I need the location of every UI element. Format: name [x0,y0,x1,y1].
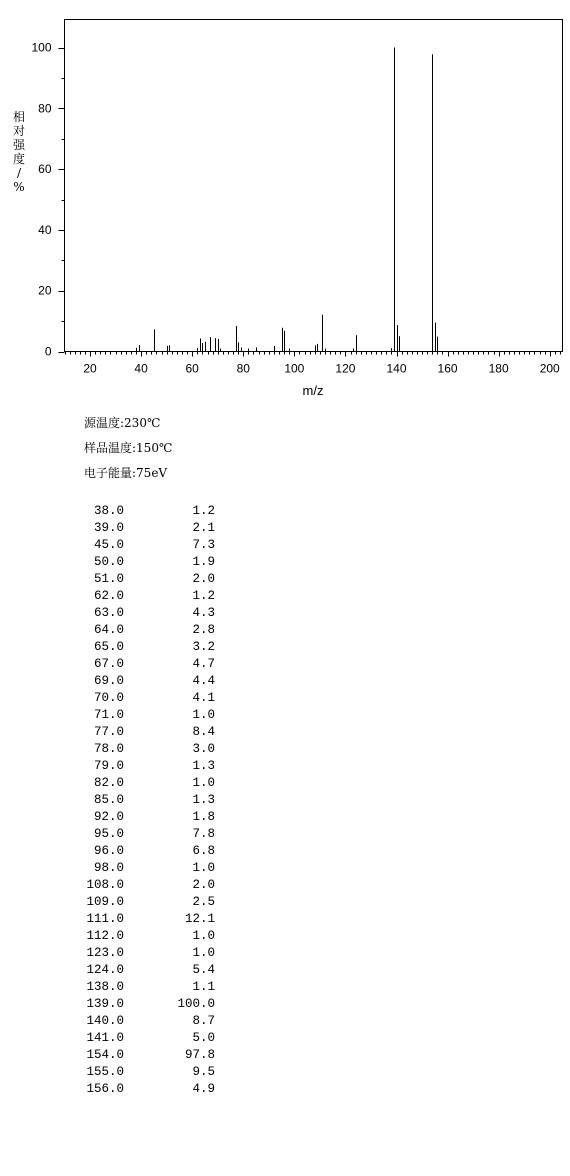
electron-energy: 电子能量:75eV [84,466,168,480]
x-tick-label: 60 [185,361,199,376]
intensity-value: 2.5 [192,895,215,909]
x-tick-label: 100 [284,361,305,376]
mz-value: 139.0 [86,997,124,1011]
y-axis-label-char: / [16,166,22,180]
mz-value: 67.0 [93,657,124,671]
mz-value: 96.0 [93,844,124,858]
mz-value: 69.0 [93,674,124,688]
intensity-value: 1.0 [192,708,215,722]
mz-value: 64.0 [93,623,124,637]
x-tick-label: 20 [83,361,97,376]
intensity-value: 8.4 [192,725,215,739]
x-axis-label: m/z [302,383,324,398]
x-tick-label: 200 [539,361,560,376]
intensity-value: 3.2 [192,640,215,654]
mz-value: 78.0 [93,742,124,756]
mz-value: 38.0 [93,504,124,518]
mz-value: 95.0 [93,827,124,841]
x-tick-label: 40 [134,361,148,376]
y-axis-label-char: 强 [12,138,26,152]
mz-value: 45.0 [93,538,124,552]
x-tick-label: 80 [236,361,250,376]
intensity-value: 6.8 [192,844,215,858]
mz-value: 92.0 [93,810,124,824]
intensity-value: 100.0 [177,997,215,1011]
sample-temperature: 样品温度:150℃ [84,441,173,455]
mz-value: 79.0 [93,759,124,773]
y-axis-label-char: % [13,180,25,194]
mz-value: 77.0 [93,725,124,739]
x-tick-label: 120 [335,361,356,376]
mz-value: 82.0 [93,776,124,790]
mz-value: 124.0 [86,963,124,977]
mz-value: 155.0 [86,1065,124,1079]
mz-value: 63.0 [93,606,124,620]
y-tick-label: 40 [38,222,52,237]
intensity-value: 1.3 [192,759,215,773]
intensity-value: 9.5 [192,1065,215,1079]
intensity-value: 1.0 [192,861,215,875]
intensity-value: 1.2 [192,504,215,518]
intensity-value: 12.1 [184,912,215,926]
mz-value: 154.0 [86,1048,124,1062]
x-tick-label: 180 [488,361,509,376]
mz-value: 85.0 [93,793,124,807]
intensity-value: 2.8 [192,623,215,637]
peak-bars [137,48,438,352]
intensity-value: 2.0 [192,572,215,586]
intensity-value: 4.3 [192,606,215,620]
mz-value: 111.0 [86,912,124,926]
mz-value: 51.0 [93,572,124,586]
y-axis [31,41,64,359]
mz-value: 70.0 [93,691,124,705]
x-axis [66,352,561,376]
intensity-value: 7.3 [192,538,215,552]
mz-value: 140.0 [86,1014,124,1028]
intensity-value: 7.8 [192,827,215,841]
mz-value: 65.0 [93,640,124,654]
y-axis-label [13,109,26,194]
intensity-value: 1.0 [192,929,215,943]
intensity-value: 1.3 [192,793,215,807]
mz-value: 123.0 [86,946,124,960]
intensity-value: 1.0 [192,946,215,960]
mz-value: 156.0 [86,1082,124,1096]
intensity-value: 8.7 [192,1014,215,1028]
x-tick-label: 140 [386,361,407,376]
mz-value: 98.0 [93,861,124,875]
y-axis-label-char: 对 [12,124,26,138]
mass-spectrum-chart [0,0,570,400]
intensity-value: 1.0 [192,776,215,790]
intensity-value: 2.1 [192,521,215,535]
y-axis-label-char: 度 [12,152,26,166]
mz-value: 109.0 [86,895,124,909]
intensity-value: 4.7 [192,657,215,671]
y-tick-label: 0 [44,344,52,359]
intensity-value: 97.8 [184,1048,215,1062]
intensity-value: 4.4 [192,674,215,688]
mz-value: 141.0 [86,1031,124,1045]
mz-value: 50.0 [93,555,124,569]
mz-value: 39.0 [93,521,124,535]
intensity-value: 1.2 [192,589,215,603]
intensity-value: 5.0 [192,1031,215,1045]
y-tick-label: 100 [31,40,52,55]
y-tick-label: 60 [38,162,52,177]
intensity-value: 4.1 [192,691,215,705]
intensity-value: 4.9 [192,1082,215,1096]
intensity-value: 1.9 [192,555,215,569]
mz-value: 112.0 [86,929,124,943]
intensity-value: 1.8 [192,810,215,824]
source-temperature: 源温度:230℃ [84,416,161,430]
x-tick-label: 160 [437,361,458,376]
y-axis-label-char: 相 [12,110,26,124]
mz-value: 108.0 [86,878,124,892]
mz-value: 71.0 [93,708,124,722]
y-tick-label: 80 [38,101,52,116]
mz-value: 62.0 [93,589,124,603]
intensity-value: 3.0 [192,742,215,756]
intensity-value: 1.1 [192,980,215,994]
mz-value: 138.0 [86,980,124,994]
intensity-value: 5.4 [192,963,215,977]
intensity-value: 2.0 [192,878,215,892]
y-tick-label: 20 [38,283,52,298]
plot-frame [65,20,563,352]
